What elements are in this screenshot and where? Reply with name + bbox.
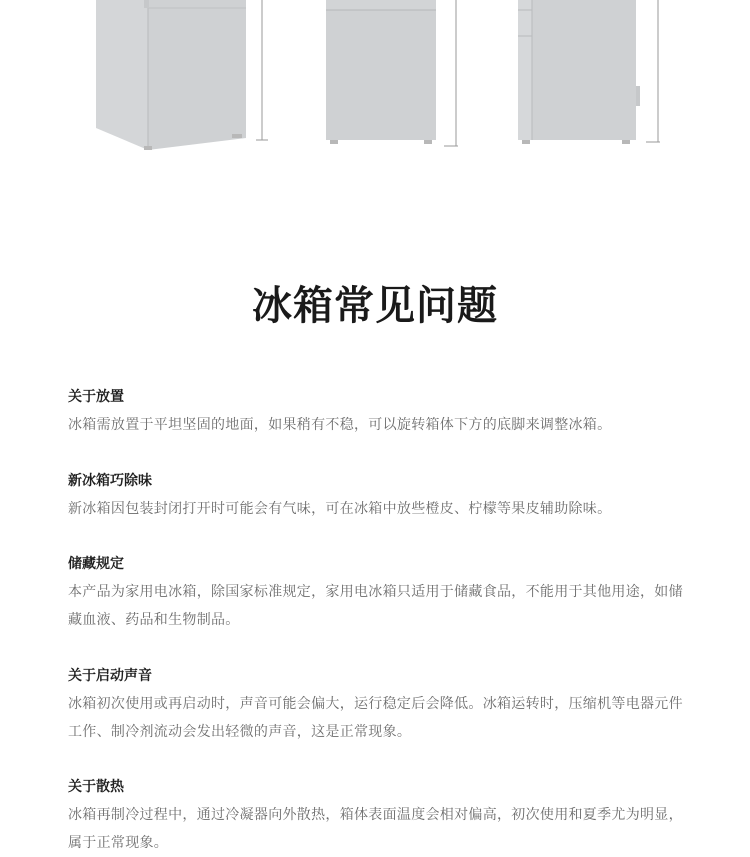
fridge-front-view-image — [320, 0, 470, 160]
faq-answer: 冰箱再制冷过程中，通过冷凝器向外散热，箱体表面温度会相对偏高，初次使用和夏季尤为明显，属于正常现象。 — [68, 807, 683, 851]
faq-item-deodorize — [68, 470, 688, 523]
faq-question: 储藏规定 — [68, 556, 124, 572]
faq-item-placement — [68, 386, 688, 439]
faq-item-startup-sound — [68, 665, 688, 746]
faq-question: 关于启动声音 — [68, 668, 152, 684]
faq-item-heat-dissipation — [68, 776, 688, 857]
fridge-angled-view-image — [88, 0, 278, 160]
faq-answer: 新冰箱因包装封闭打开时可能会有气味，可在冰箱中放些橙皮、柠檬等果皮辅助除味。 — [68, 501, 612, 517]
faq-answer: 本产品为家用电冰箱，除国家标准规定，家用电冰箱只适用于储藏食品，不能用于其他用途，如储藏血液、药品和生物制品。 — [68, 584, 683, 628]
faq-question: 关于放置 — [68, 389, 124, 405]
page-title: 冰箱常见问题 — [252, 283, 498, 329]
faq-question: 新冰箱巧除味 — [68, 473, 152, 489]
faq-answer: 冰箱需放置于平坦坚固的地面，如果稍有不稳，可以旋转箱体下方的底脚来调整冰箱。 — [68, 417, 612, 433]
faq-item-storage — [68, 553, 688, 634]
fridge-side-view-image — [512, 0, 672, 160]
fridge-dimension-illustrations — [0, 0, 750, 160]
faq-question: 关于散热 — [68, 779, 124, 795]
faq-answer: 冰箱初次使用或再启动时，声音可能会偏大，运行稳定后会降低。冰箱运转时，压缩机等电器元件工作、制冷剂流动会发出轻微的声音，这是正常现象。 — [68, 696, 683, 740]
